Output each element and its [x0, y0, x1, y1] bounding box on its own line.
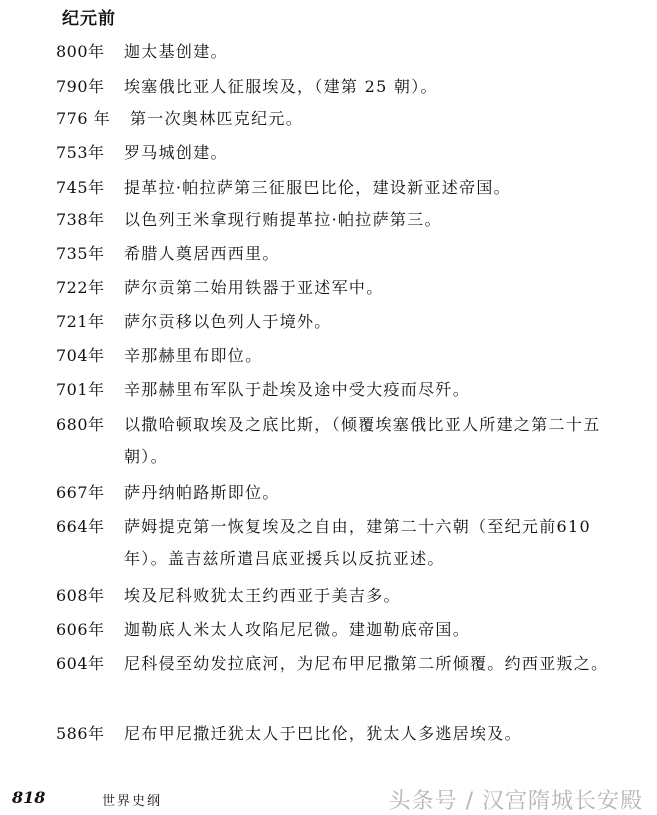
- entry-text: 提革拉·帕拉萨第三征服巴比伦，建设新亚述帝国。: [124, 178, 511, 197]
- entry-text: 以色列王米拿现行贿提革拉·帕拉萨第三。: [124, 210, 442, 229]
- watermark: 头条号 / 汉宫隋城长安殿: [388, 789, 643, 814]
- entry-text: 萨尔贡移以色列人于境外。: [124, 312, 332, 331]
- entry-text: 迦太基创建。: [124, 42, 228, 61]
- entry-year: 664年: [56, 517, 105, 536]
- entry-year: 721年: [56, 312, 105, 331]
- entry-text: 萨尔贡第二始用铁器于亚述军中。: [124, 278, 384, 297]
- entry-year: 667年: [56, 483, 105, 502]
- entry-year: 745年: [56, 178, 105, 197]
- entry-text: 辛那赫里布军队于赴埃及途中受大疫而尽歼。: [124, 380, 471, 399]
- entry-year: 606年: [56, 620, 105, 639]
- entry-year: 586年: [56, 724, 105, 743]
- entry-year: 790年: [56, 77, 105, 96]
- entry-text: 埃及尼科败犹太王约西亚于美吉多。: [124, 586, 401, 605]
- entry-year: 604年: [56, 654, 105, 673]
- page-footer: [0, 784, 657, 814]
- entry-year: 704年: [56, 346, 105, 365]
- entry-text: 萨丹纳帕路斯即位。: [124, 483, 280, 502]
- entry-text: 希腊人奠居西西里。: [124, 244, 280, 263]
- entry-text: 辛那赫里布即位。: [124, 346, 263, 365]
- section-heading: 纪元前: [62, 9, 116, 29]
- entry-year: 701年: [56, 380, 105, 399]
- entry-year: 680年: [56, 415, 105, 434]
- entry-text: 埃塞俄比亚人征服埃及，（建第 25 朝）。: [124, 77, 438, 96]
- entry-text: 迦勒底人米太人攻陷尼尼微。建迦勒底帝国。: [124, 620, 471, 639]
- entry-text: 萨姆提克第一恢复埃及之自由，建第二十六朝（至纪元前610年）。盖吉兹所遣吕底亚援兵以反抗亚述。: [124, 517, 591, 568]
- entry-year: 776 年: [56, 109, 111, 128]
- page-number: 818: [12, 788, 46, 807]
- entry-year: 722年: [56, 278, 105, 297]
- entry-year: 608年: [56, 586, 105, 605]
- entry-year: 800年: [56, 42, 105, 61]
- entry-text: 尼布甲尼撒迁犹太人于巴比伦，犹太人多逃居埃及。: [124, 724, 522, 743]
- entry-year: 735年: [56, 244, 105, 263]
- entry-text: 罗马城创建。: [124, 143, 228, 162]
- entry-year: 738年: [56, 210, 105, 229]
- entry-text: 尼科侵至幼发拉底河，为尼布甲尼撒第二所倾覆。约西亚叛之。: [124, 654, 609, 673]
- entry-text: 以撒哈顿取埃及之底比斯，（倾覆埃塞俄比亚人所建之第二十五朝）。: [124, 415, 601, 466]
- book-title: 世界史纲: [102, 794, 163, 809]
- entry-year: 753年: [56, 143, 105, 162]
- entry-text: 第一次奥林匹克纪元。: [130, 109, 304, 128]
